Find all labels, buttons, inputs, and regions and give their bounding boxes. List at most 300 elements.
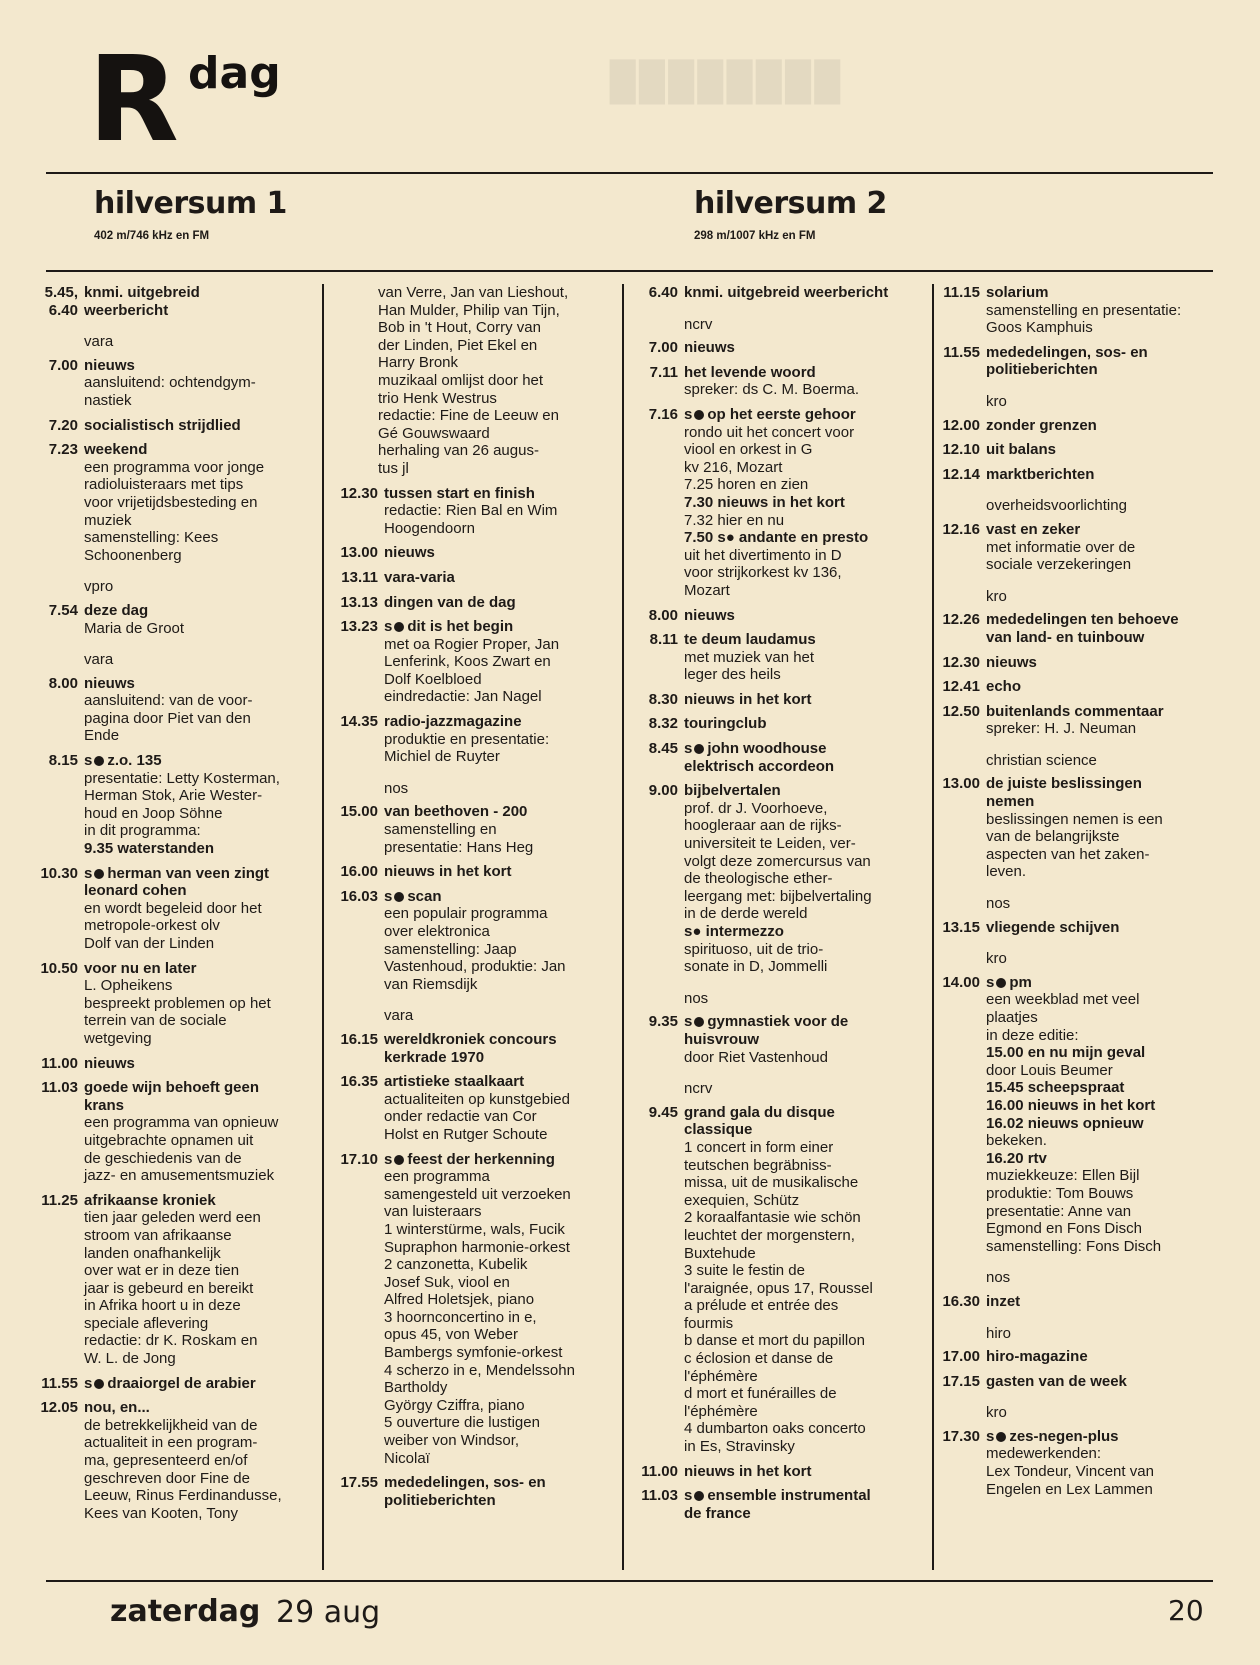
program-body	[384, 618, 620, 706]
schedule-column-1	[30, 284, 320, 1529]
program-time: 12.14	[942, 465, 980, 483]
program-title-line	[384, 863, 620, 881]
program-title: leonard cohen	[84, 882, 187, 900]
program-title-line	[986, 361, 1222, 379]
program-title: ensemble instrumental	[707, 1487, 871, 1505]
description-line: nastiek	[84, 391, 132, 409]
program-title-line	[986, 793, 1222, 811]
program-entry	[932, 344, 1222, 379]
program-entry	[30, 675, 320, 745]
description-line: leuchtet der morgenstern,	[684, 1226, 855, 1244]
sub-item: 16.20 rtv	[986, 1149, 1047, 1167]
description-line: uit het divertimento in D	[684, 546, 842, 564]
description-line: een programma voor jonge	[84, 458, 265, 476]
program-time: 17.10	[340, 1150, 378, 1168]
program-body	[384, 1031, 620, 1066]
program-title: nemen	[986, 793, 1035, 811]
program-title: politieberichten	[986, 361, 1098, 379]
program-entry	[932, 1428, 1222, 1498]
stereo-icon: s	[384, 888, 407, 905]
description-line: 2 canzonetta, Kubelik	[384, 1256, 528, 1274]
program-time: 7.23	[48, 441, 78, 459]
program-body	[986, 1348, 1222, 1366]
program-entry	[330, 569, 620, 587]
program-title: van land- en tuinbouw	[986, 628, 1145, 646]
description-line: 3 suite le festin de	[684, 1262, 805, 1280]
description-line: Kees van Kooten, Tony	[84, 1504, 238, 1522]
broadcaster-label: nos	[986, 1269, 1011, 1287]
program-title: solarium	[986, 284, 1049, 301]
continued-text	[378, 284, 620, 478]
program-title-line	[684, 631, 930, 649]
program-entry	[30, 417, 320, 435]
program-body	[84, 1399, 320, 1522]
program-entry	[932, 678, 1222, 696]
program-time: 16.30	[942, 1292, 980, 1310]
program-entry	[932, 1373, 1222, 1391]
program-body	[384, 569, 620, 587]
program-body	[384, 803, 620, 856]
program-title: voor nu en later	[84, 959, 197, 977]
program-body	[384, 713, 620, 766]
program-time: 14.35	[340, 713, 378, 731]
description-line: Schoonenberg	[84, 546, 182, 564]
program-entry	[630, 1013, 930, 1066]
description-line: geschreven door Fine de	[84, 1469, 250, 1487]
program-title-line	[986, 629, 1222, 647]
program-time: 13.13	[340, 593, 378, 611]
program-body	[84, 1079, 320, 1185]
description-line: in dit programma:	[84, 822, 201, 840]
program-body	[84, 284, 320, 319]
program-title: nieuws	[684, 606, 735, 624]
program-title: radio-jazzmagazine	[384, 713, 522, 731]
program-title-line	[84, 1399, 320, 1417]
program-body	[384, 594, 620, 612]
program-title: zonder grenzen	[986, 416, 1097, 434]
description-line: prof. dr J. Voorhoeve,	[684, 799, 828, 817]
program-body	[986, 611, 1222, 646]
description-line: actualiteiten op kunstgebied	[384, 1090, 570, 1108]
program-title-line	[384, 569, 620, 587]
stereo-icon: s	[684, 1487, 707, 1504]
description-line: 1 winterstürme, wals, Fucik	[384, 1220, 565, 1238]
program-title-line	[684, 284, 930, 302]
program-title: nieuws	[84, 674, 135, 692]
program-title: deze dag	[84, 601, 149, 619]
program-time: 16.00	[340, 863, 378, 881]
stereo-icon: s	[986, 974, 1009, 991]
description-line: jaar is gebeurd en bereikt	[84, 1279, 254, 1297]
program-entry	[30, 865, 320, 953]
program-title-line	[684, 1505, 930, 1523]
program-time: 7.16	[648, 405, 678, 423]
program-body	[84, 441, 320, 564]
program-title-line	[384, 1492, 620, 1510]
program-title: nieuws in het kort	[384, 863, 512, 881]
program-time: 8.00	[48, 674, 78, 692]
broadcaster-label: kro	[986, 1404, 1007, 1422]
program-title-line	[684, 1031, 930, 1049]
station-freq-2: 298 m/1007 kHz en FM	[694, 230, 816, 242]
program-title: gymnastiek voor de	[707, 1013, 849, 1031]
description-line: eindredactie: Jan Nagel	[384, 688, 542, 706]
program-title: dit is het begin	[407, 618, 514, 636]
program-entry	[30, 1079, 320, 1185]
program-entry	[330, 863, 620, 881]
description-line: 7.32 hier en nu	[684, 511, 785, 529]
program-time: 9.35	[648, 1013, 678, 1031]
program-time: 17.55	[340, 1474, 378, 1492]
program-title: bijbelvertalen	[684, 782, 781, 800]
description-line: de theologische ether-	[684, 870, 833, 888]
description-line: l'araignée, opus 17, Roussel	[684, 1279, 873, 1297]
program-entry	[932, 1293, 1222, 1311]
description-line: Maria de Groot	[84, 619, 185, 637]
bleed-through: ▉▉▉▉▉▉▉▉	[610, 60, 844, 104]
stereo-icon: s	[84, 1375, 107, 1392]
program-time: 11.03	[41, 1079, 78, 1097]
program-title: weerbericht	[84, 301, 169, 319]
program-time: 12.05	[40, 1399, 78, 1417]
stereo-icon: s	[684, 740, 707, 757]
program-title-line	[84, 752, 320, 770]
program-body	[84, 1055, 320, 1073]
program-body	[684, 284, 930, 302]
description-line: W. L. de Jong	[84, 1350, 176, 1368]
bottom-rule	[46, 1580, 1213, 1582]
program-title: john woodhouse	[707, 740, 827, 758]
description-line: een weekblad met veel	[986, 991, 1140, 1009]
program-body	[384, 1474, 620, 1509]
program-body	[84, 1375, 320, 1393]
description-line: ma, gepresenteerd en/of	[84, 1452, 248, 1470]
program-body	[84, 865, 320, 953]
program-entry	[30, 441, 320, 564]
program-entry	[932, 974, 1222, 1256]
program-title: mededelingen ten behoeve	[986, 611, 1179, 629]
program-time: 8.11	[649, 631, 678, 649]
description-line: samenstelling en	[384, 821, 497, 839]
program-time: 7.20	[48, 416, 78, 434]
program-entry	[30, 1399, 320, 1522]
program-title-line	[384, 544, 620, 562]
program-title: goede wijn behoeft geen	[84, 1079, 260, 1097]
program-title-line	[384, 1474, 620, 1492]
program-time: 16.03	[340, 887, 378, 905]
description-line: redactie: Rien Bal en Wim	[384, 502, 558, 520]
description-line: presentatie: Hans Heg	[384, 838, 534, 856]
program-body	[384, 544, 620, 562]
description-line: Han Mulder, Philip van Tijn,	[378, 301, 560, 319]
program-title-line	[84, 302, 320, 320]
program-body	[384, 888, 620, 994]
program-title: nieuws	[384, 544, 435, 562]
description-line: Engelen en Lex Lammen	[986, 1480, 1153, 1498]
program-title-line	[684, 1463, 930, 1481]
description-line: rondo uit het concert voor	[684, 423, 855, 441]
program-title-line	[986, 521, 1222, 539]
program-time: 15.00	[340, 803, 378, 821]
program-time: 13.15	[942, 918, 980, 936]
program-body	[986, 654, 1222, 672]
program-title: nieuws in het kort	[684, 1462, 812, 1480]
top-rule	[46, 172, 1213, 174]
program-entry	[30, 1375, 320, 1393]
description-line: 4 dumbarton oaks concerto	[684, 1420, 866, 1438]
program-body	[986, 466, 1222, 484]
program-title: feest der herkenning	[407, 1150, 555, 1168]
program-time: 11.00	[41, 1054, 78, 1072]
description-line: metropole-orkest olv	[84, 917, 220, 935]
description-line: de betrekkelijkheid van de	[84, 1416, 258, 1434]
column-divider	[622, 284, 624, 1570]
station-freq-1: 402 m/746 kHz en FM	[94, 230, 210, 242]
program-entry	[932, 521, 1222, 574]
program-title: inzet	[986, 1292, 1021, 1310]
program-entry	[932, 1348, 1222, 1366]
program-title-line	[986, 678, 1222, 696]
program-title-line	[384, 1031, 620, 1049]
description-line: leven.	[986, 863, 1027, 881]
description-line: 7.25 horen en zien	[684, 476, 809, 494]
program-title: socialistisch strijdlied	[84, 416, 241, 434]
schedule-column-4	[932, 284, 1222, 1505]
program-time: 7.54	[48, 601, 78, 619]
description-line: Lex Tondeur, Vincent van	[986, 1463, 1154, 1481]
program-title-line	[986, 1373, 1222, 1391]
program-time: 12.30	[340, 484, 378, 502]
program-time: 9.45	[648, 1103, 678, 1121]
program-entry	[932, 417, 1222, 435]
broadcaster-label: nos	[384, 779, 409, 797]
program-title-line	[684, 691, 930, 709]
footer-date: 29 aug	[276, 1595, 381, 1630]
description-line: een programma	[384, 1168, 490, 1186]
description-line: aansluitend: van de voor-	[84, 692, 253, 710]
description-line: actualiteit in een program-	[84, 1434, 258, 1452]
program-title: classique	[684, 1121, 753, 1139]
program-body	[684, 691, 930, 709]
description-line: opus 45, von Weber	[384, 1326, 518, 1344]
description-line: tus jl	[378, 459, 409, 477]
description-line: teutschen begräbniss-	[684, 1156, 832, 1174]
description-line: een programma van opnieuw	[84, 1114, 279, 1132]
description-line: sociale verzekeringen	[986, 556, 1132, 574]
program-title: hiro-magazine	[986, 1348, 1088, 1366]
stereo-icon: s	[84, 752, 107, 769]
description-line: Harry Bronk	[378, 354, 459, 372]
program-body	[684, 1104, 930, 1456]
program-body	[684, 782, 930, 976]
description-line: b danse et mort du papillon	[684, 1332, 865, 1350]
description-line: leger des heils	[684, 666, 781, 684]
program-body	[986, 974, 1222, 1256]
program-entry	[30, 602, 320, 637]
description-line: redactie: dr K. Roskam en	[84, 1332, 258, 1350]
description-line: Buxtehude	[684, 1244, 756, 1262]
description-line: met informatie over de	[986, 538, 1136, 556]
program-title: vara-varia	[384, 568, 455, 586]
program-time: 14.00	[942, 973, 980, 991]
program-body	[684, 715, 930, 733]
program-title-line	[986, 1348, 1222, 1366]
program-title: z.o. 135	[107, 752, 162, 770]
description-line: Herman Stok, Arie Wester-	[84, 787, 263, 805]
program-title: vliegende schijven	[986, 918, 1120, 936]
schedule-column-2	[330, 284, 620, 1516]
program-title-line	[986, 703, 1222, 721]
description-line: 4 scherzo in e, Mendelssohn	[384, 1361, 575, 1379]
broadcaster-label: vpro	[84, 578, 114, 596]
program-time: 8.32	[648, 715, 678, 733]
program-title-line	[384, 485, 620, 503]
program-title: scan	[407, 887, 442, 905]
program-entry	[932, 611, 1222, 646]
description-line: de geschiedenis van de	[84, 1149, 242, 1167]
description-line: in Afrika hoort u in deze	[84, 1297, 241, 1315]
description-line: een populair programma	[384, 905, 548, 923]
description-line: produktie en presentatie:	[384, 730, 550, 748]
program-title-line	[384, 618, 620, 636]
program-title-line	[684, 782, 930, 800]
description-line: plaatjes	[986, 1009, 1038, 1026]
description-line: presentatie: Letty Kosterman,	[84, 769, 280, 787]
program-time: 11.55	[41, 1374, 78, 1392]
description-line: sonate in D, Jommelli	[684, 958, 828, 976]
program-title-line	[986, 284, 1222, 302]
program-body	[384, 1073, 620, 1143]
description-line: samenstelling en presentatie:	[986, 301, 1182, 319]
program-title-line	[986, 611, 1222, 629]
description-line: door Louis Beumer	[986, 1061, 1113, 1079]
description-line: Bartholdy	[384, 1379, 448, 1397]
program-body	[84, 417, 320, 435]
program-title: nieuws	[684, 339, 735, 357]
column-divider	[322, 284, 324, 1570]
program-title-line	[986, 417, 1222, 435]
program-body	[986, 344, 1222, 379]
program-title-line	[684, 758, 930, 776]
program-time: 13.11	[341, 568, 378, 586]
program-entry	[932, 654, 1222, 672]
sub-item: 15.45 scheepspraat	[986, 1079, 1125, 1097]
description-line: exequien, Schütz	[684, 1191, 800, 1209]
description-line: aspecten van het zaken-	[986, 845, 1150, 863]
program-title-line	[84, 602, 320, 620]
description-line: samenstelling: Kees	[84, 529, 219, 547]
program-entry	[932, 919, 1222, 937]
description-line: terrein van de sociale	[84, 1012, 227, 1030]
program-entry	[30, 1192, 320, 1368]
description-line: Leeuw, Rinus Ferdinandusse,	[84, 1487, 282, 1505]
program-body	[986, 678, 1222, 696]
description-line: 1 concert in form einer	[684, 1138, 834, 1156]
sub-item: 16.00 nieuws in het kort	[986, 1096, 1156, 1114]
program-title-line	[384, 1073, 620, 1091]
description-line: samenstelling: Jaap	[384, 940, 517, 958]
program-entry	[330, 888, 620, 994]
page-number: 20	[1168, 1594, 1204, 1627]
description-line: d mort et funérailles de	[684, 1385, 837, 1403]
program-title-line	[986, 441, 1222, 459]
program-entry	[630, 406, 930, 600]
program-body	[84, 960, 320, 1048]
sub-item: 7.50 s● andante en presto	[684, 529, 869, 547]
broadcaster-label: kro	[986, 392, 1007, 410]
program-time: 16.35	[340, 1073, 378, 1091]
program-time: 13.23	[340, 618, 378, 636]
program-body	[684, 1487, 930, 1522]
program-title: de juiste beslissingen	[986, 775, 1142, 793]
program-title: tussen start en finish	[384, 484, 535, 502]
description-line: Dolf Koelbloed	[384, 670, 482, 688]
program-title: weekend	[84, 441, 148, 459]
description-line: spreker: H. J. Neuman	[986, 720, 1137, 738]
description-line: György Cziffra, piano	[384, 1396, 525, 1414]
program-title-line	[84, 1055, 320, 1073]
program-time: 10.50	[40, 959, 78, 977]
description-line: muziekkeuze: Ellen Bijl	[986, 1167, 1140, 1185]
program-body	[84, 602, 320, 637]
program-entry	[630, 1463, 930, 1481]
description-line: voor strijkorkest kv 136,	[684, 564, 842, 582]
program-title: uit balans	[986, 441, 1057, 459]
program-title: vast en zeker	[986, 520, 1081, 538]
program-entry	[630, 364, 930, 399]
description-line: c éclosion et danse de	[684, 1350, 834, 1368]
program-title-line	[684, 364, 930, 382]
stereo-icon: s	[84, 865, 107, 882]
description-line: hoogleraar aan de rijks-	[684, 817, 842, 835]
program-entry	[630, 631, 930, 684]
program-title: knmi. uitgebreid	[84, 284, 200, 301]
description-line: spreker: ds C. M. Boerma.	[684, 381, 860, 399]
program-time: 13.00	[942, 775, 980, 793]
program-title-line	[384, 888, 620, 906]
broadcaster-label: ncrv	[684, 315, 713, 333]
broadcaster-label: vara	[384, 1007, 414, 1025]
description-line: samengesteld uit verzoeken	[384, 1185, 571, 1203]
header-rule	[46, 270, 1213, 272]
description-line: redactie: Fine de Leeuw en	[378, 407, 559, 425]
program-title: politieberichten	[384, 1491, 496, 1509]
program-title-line	[986, 974, 1222, 992]
program-body	[986, 284, 1222, 337]
description-line: onder redactie van Cor	[384, 1108, 537, 1126]
program-title: nieuws	[84, 1054, 135, 1072]
program-title-line	[986, 1293, 1222, 1311]
program-entry	[630, 284, 930, 302]
broadcaster-label: ncrv	[684, 1080, 713, 1098]
description-line: pagina door Piet van den	[84, 709, 251, 727]
stereo-icon: s	[384, 618, 407, 635]
program-title-line	[684, 1104, 930, 1122]
program-body	[986, 775, 1222, 881]
program-title: afrikaanse kroniek	[84, 1191, 216, 1209]
program-body	[986, 703, 1222, 738]
program-time: 11.00	[641, 1462, 678, 1480]
program-title-line	[384, 594, 620, 612]
program-entry	[330, 594, 620, 612]
program-title: nou, en...	[84, 1399, 150, 1417]
program-body	[986, 417, 1222, 435]
program-entry	[330, 713, 620, 766]
program-body	[684, 406, 930, 600]
sub-item: s● intermezzo	[684, 923, 784, 940]
broadcaster-label: nos	[684, 989, 709, 1007]
description-line: van Verre, Jan van Lieshout,	[378, 284, 569, 301]
